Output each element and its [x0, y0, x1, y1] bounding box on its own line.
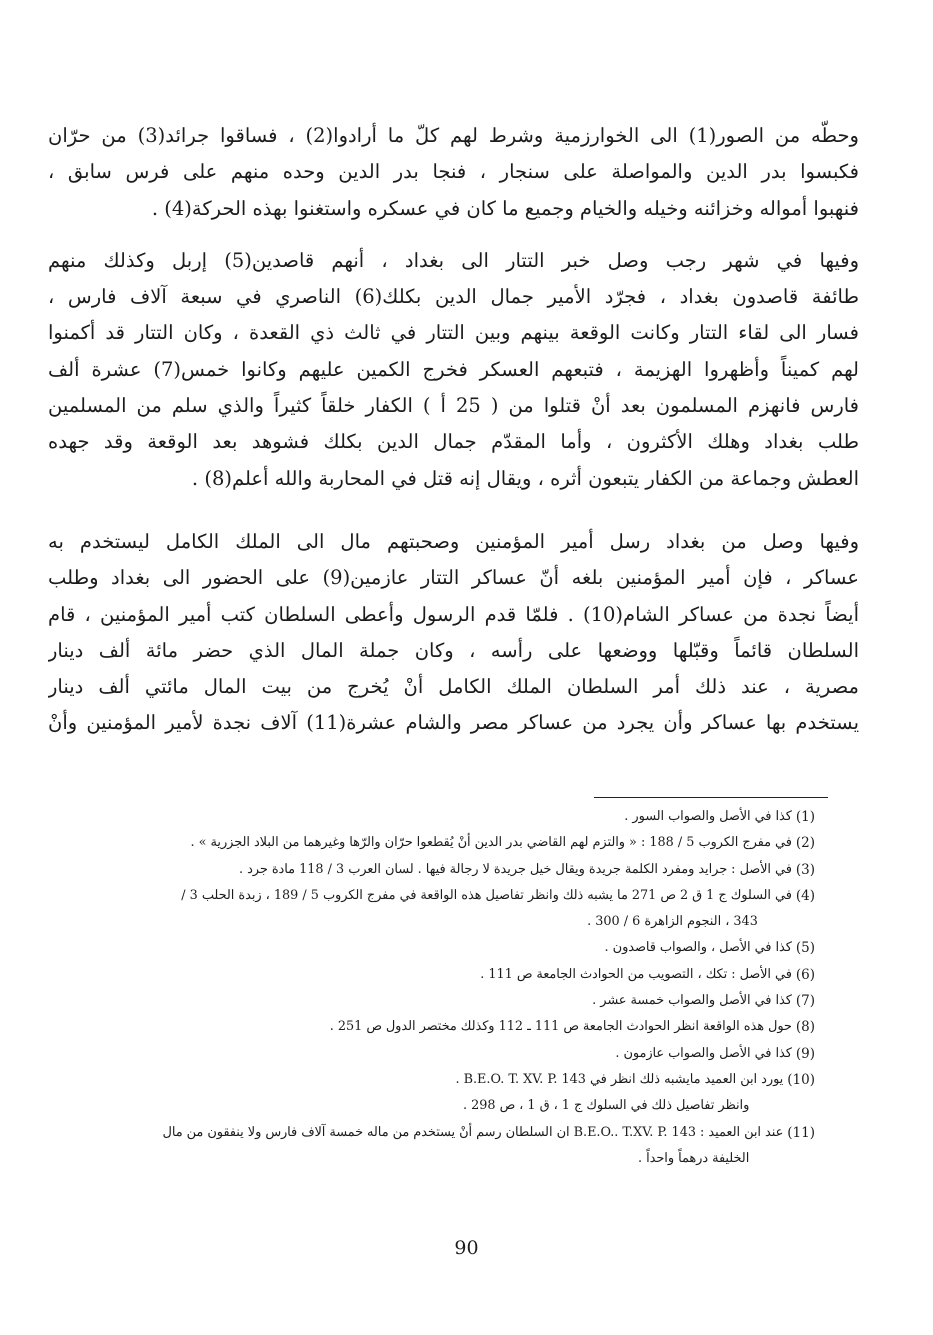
- text-line: طلب بغداد وهلك الأكثرون ، وأما المقدّم جمال الدين بكلك فشوهد بعد الوقعة وقد جهده: [48, 430, 859, 454]
- text-line: وفيها وصل من بغداد رسل أمير المؤمنين وصحبتهم مال الى الملك الكامل ليستخدم به: [48, 529, 859, 553]
- paragraph: [48, 243, 859, 497]
- footnote: [42, 1067, 815, 1120]
- paragraph: [48, 524, 859, 742]
- footnote-text-continued: وانظر تفاصيل ذلك في السلوك ج 1 ، ق 1 ، ص 298 .: [462, 1098, 750, 1114]
- footnote-number: (9): [795, 1045, 815, 1062]
- footnote-separator: [594, 797, 828, 798]
- footnote-text: كذا في الأصل والصواب عازمون .: [615, 1045, 792, 1061]
- footnote-text: حول هذه الواقعة انظر الحوادث الجامعة ص 111 ـ 112 وكذلك مختصر الدول ص 251 .: [329, 1019, 792, 1035]
- footnote-number: (4): [795, 887, 815, 904]
- paragraph: [48, 118, 859, 227]
- footnote: [42, 1120, 815, 1173]
- text-line: طائفة قاصدون بغداد ، فجرّد الأمير جمال الدين بكلك(6) الناصري في سبعة آلاف فارس ،: [48, 285, 859, 309]
- footnote-number: (3): [795, 861, 815, 878]
- footnote: [42, 935, 815, 961]
- text-line: فكبسوا بدر الدين والمواصلة على سنجار ، فنجا بدر الدين وحده منهم على فرس سابق ،: [48, 160, 859, 184]
- footnote-number: (5): [795, 940, 815, 957]
- footnote-text: كذا في الأصل ، والصواب قاصدون .: [604, 940, 792, 956]
- footnote-text-continued: 343 ، النجوم الزاهرة 6 / 300 .: [587, 914, 758, 930]
- footnote-number: (2): [795, 835, 815, 852]
- footnote-number: (1): [795, 809, 815, 825]
- text-line: عساكر ، فإن أمير المؤمنين بلغه أنّ عساكر التتار عازمين(9) على الحضور الى بغداد وطلب: [48, 566, 859, 590]
- footnote-text: في الأصل : تكك ، التصويب من الحوادث الجامعة ص 111 .: [480, 966, 792, 982]
- footnote-text: عند ابن العميد : B.E.O.. T.XV. P. 143 ان السلطان رسم أنْ يستخدم من ماله خمسة آلاف فارس ولا ينفقون من مال: [162, 1124, 784, 1140]
- body-text: [48, 118, 859, 742]
- text-line: فسار الى لقاء التتار وكانت الوقعة بينهم وبين التتار في ثالث ذي القعدة ، وكان التتار قد أكمنوا: [48, 321, 859, 345]
- text-line: أيضاً نجدة من عساكر الشام(10) . فلمّا قدم الرسول وأعطى السلطان كتب أمير المؤمنين ، قام: [48, 602, 859, 626]
- footnote-text: كذا في الأصل والصواب السور .: [624, 809, 792, 824]
- text-line: السلطان قائماً وقبّلها ووضعها على رأسه ، وكان جملة المال الذي حضر مائة ألف دينار: [48, 638, 859, 662]
- footnote: [42, 857, 815, 883]
- footnote: [42, 1014, 815, 1040]
- text-line: لهم كميناً وأظهروا الهزيمة ، فتبعهم العسكر فخرج الكمين عليهم وكانوا خمس(7) عشرة ألف: [48, 357, 859, 381]
- footnote-text: في السلوك ج 1 ق 2 ص 271 ما يشبه ذلك وانظر تفاصيل هذه الواقعة في مفرج الكروب 5 / 189 ، زبدة الحلب 3 /: [181, 887, 792, 903]
- footnote: [42, 1041, 815, 1067]
- footnotes: [42, 804, 815, 1172]
- page-number: 90: [454, 1237, 479, 1259]
- text-line: يستخدم بها عساكر وأن يجرد من عساكر مصر والشام عشرة(11) آلاف نجدة لأمير المؤمنين وأنْ: [48, 711, 859, 735]
- footnote-text: في مفرج الكروب 5 / 188 : « والتزم لهم القاضي بدر الدين أنْ يُقطعوا حرّان والرّها وغيرهما من البلاد الجزرية » .: [190, 835, 792, 851]
- footnote-number: (10): [787, 1071, 815, 1088]
- footnote: [42, 830, 815, 856]
- text-line: وفيها في شهر رجب وصل خبر التتار الى بغداد ، أنهم قاصدين(5) إربل وكذلك منهم: [48, 248, 859, 272]
- footnote-text-continued: الخليفة درهماً واحداً .: [637, 1150, 750, 1166]
- text-line: فارس فانهزم المسلمون بعد أنْ قتلوا من ( 25 أ ) الكفار خلقاً كثيراً والذي سلم من المسلمين: [48, 394, 859, 418]
- footnote: [42, 804, 815, 830]
- text-line: وحطّه من الصور(1) الى الخوارزمية وشرط لهم كلّ ما أرادوا(2) ، فساقوا جرائد(3) من حرّان: [48, 124, 859, 147]
- text-line: العطش وجماعة من الكفار يتبعون أثره ، ويقال إنه قتل في المحاربة والله أعلم(8) .: [191, 466, 859, 490]
- footnote: [42, 962, 815, 988]
- footnote-text: كذا في الأصل والصواب خمسة عشر .: [592, 993, 792, 1009]
- footnote: [42, 883, 815, 936]
- footnote-text: في الأصل : جرايد ومفرد الكلمة جريدة ويقال خيل جريدة لا رجالة فيها . لسان العرب 3 / 118 مادة جرد .: [238, 861, 792, 877]
- text-line: فنهبوا أمواله وخزائنه وخيله والخيام وجميع ما كان في عسكره واستغنوا بهذه الحركة(4) .: [151, 196, 859, 220]
- text-line: مصرية ، عند ذلك أمر السلطان الملك الكامل أنْ يُخرج من بيت المال مائتي ألف دينار: [48, 675, 859, 699]
- footnote-number: (7): [795, 993, 815, 1010]
- footnote-text: يورد ابن العميد مايشبه ذلك انظر في B.E.O. T. XV. P. 143 .: [455, 1071, 784, 1087]
- footnote: [42, 988, 815, 1014]
- footnote-number: (8): [795, 1019, 815, 1036]
- footnote-number: (6): [795, 966, 815, 983]
- footnote-number: (11): [787, 1124, 815, 1141]
